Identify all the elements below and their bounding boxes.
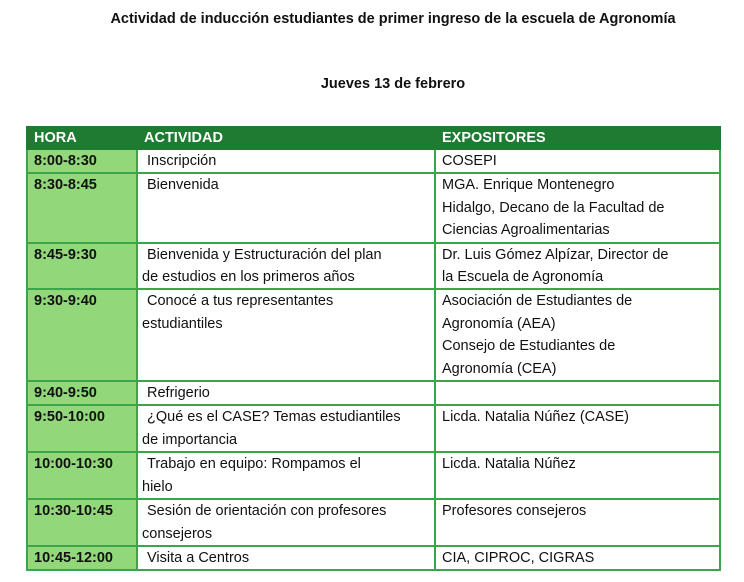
activity-line: Bienvenida y Estructuración del plan xyxy=(147,246,382,263)
activity-line: consejeros xyxy=(142,525,213,542)
activity-cell xyxy=(137,289,435,381)
table-row xyxy=(27,289,720,381)
activity-line: hielo xyxy=(142,478,173,495)
schedule-table xyxy=(26,126,721,571)
empty-speaker-line xyxy=(442,382,715,404)
activity-cell xyxy=(137,499,435,546)
column-header-hora: HORA xyxy=(27,127,137,149)
speaker-cell xyxy=(435,499,720,546)
activity-line: Conocé a tus representantes xyxy=(147,293,334,310)
activity-cell xyxy=(137,243,435,290)
time-cell: 9:30-9:40 xyxy=(27,289,137,381)
speaker-cell xyxy=(435,173,720,242)
activity-cell xyxy=(137,546,435,570)
schedule-body xyxy=(27,149,720,570)
activity-line: Bienvenida xyxy=(147,177,219,194)
speaker-line: CIA, CIPROC, CIGRAS xyxy=(442,549,595,566)
speaker-line: Asociación de Estudiantes de xyxy=(442,293,633,310)
activity-line: Trabajo en equipo: Rompamos el xyxy=(147,456,361,473)
activity-line: de estudios en los primeros años xyxy=(142,269,355,286)
time-cell: 9:40-9:50 xyxy=(27,381,137,405)
speaker-line: Profesores consejeros xyxy=(442,503,587,520)
table-row xyxy=(27,243,720,290)
activity-line: Inscripción xyxy=(147,153,217,169)
document-title: Actividad de inducción estudiantes de primer ingreso de la escuela de Agronomía xyxy=(110,11,676,27)
speaker-line: Consejo de Estudiantes de xyxy=(442,338,616,355)
speaker-cell xyxy=(435,381,720,405)
table-row xyxy=(27,452,720,499)
activity-line: de importancia xyxy=(142,431,238,448)
activity-cell xyxy=(137,381,435,405)
speaker-cell xyxy=(435,243,720,290)
table-row xyxy=(27,149,720,173)
time-cell: 10:45-12:00 xyxy=(27,546,137,570)
table-row xyxy=(27,381,720,405)
activity-line: ¿Qué es el CASE? Temas estudiantiles xyxy=(147,409,401,426)
activity-cell xyxy=(137,452,435,499)
speaker-cell xyxy=(435,149,720,173)
activity-line: estudiantiles xyxy=(142,315,223,332)
table-row xyxy=(27,499,720,546)
speaker-line: Agronomía (AEA) xyxy=(442,315,556,332)
speaker-cell xyxy=(435,546,720,570)
column-header-actividad: ACTIVIDAD xyxy=(137,127,435,149)
speaker-line: Licda. Natalia Núñez (CASE) xyxy=(442,409,629,426)
speaker-cell xyxy=(435,452,720,499)
speaker-line: Hidalgo, Decano de la Facultad de xyxy=(442,199,665,216)
time-cell: 8:45-9:30 xyxy=(27,243,137,290)
document-date: Jueves 13 de febrero xyxy=(320,76,466,92)
speaker-cell xyxy=(435,405,720,452)
activity-line: Refrigerio xyxy=(147,385,210,402)
activity-cell xyxy=(137,149,435,173)
column-header-expositores: EXPOSITORES xyxy=(435,127,720,149)
speaker-line: Dr. Luis Gómez Alpízar, Director de xyxy=(442,246,669,263)
table-row xyxy=(27,546,720,570)
time-cell: 8:00-8:30 xyxy=(27,149,137,173)
time-cell: 8:30-8:45 xyxy=(27,173,137,242)
time-cell: 9:50-10:00 xyxy=(27,405,137,452)
speaker-line: Agronomía (CEA) xyxy=(442,360,557,377)
table-row xyxy=(27,405,720,452)
speaker-line: MGA. Enrique Montenegro xyxy=(442,177,615,194)
activity-cell xyxy=(137,173,435,242)
time-cell: 10:00-10:30 xyxy=(27,452,137,499)
speaker-line: la Escuela de Agronomía xyxy=(442,269,604,286)
speaker-cell xyxy=(435,289,720,381)
activity-line: Visita a Centros xyxy=(147,549,250,566)
speaker-line: COSEPI xyxy=(442,153,497,169)
speaker-line: Licda. Natalia Núñez xyxy=(442,456,576,473)
speaker-line: Ciencias Agroalimentarias xyxy=(442,222,610,239)
time-cell: 10:30-10:45 xyxy=(27,499,137,546)
table-header-row xyxy=(27,127,720,149)
activity-cell xyxy=(137,405,435,452)
activity-line: Sesión de orientación con profesores xyxy=(147,503,387,520)
table-row xyxy=(27,173,720,242)
